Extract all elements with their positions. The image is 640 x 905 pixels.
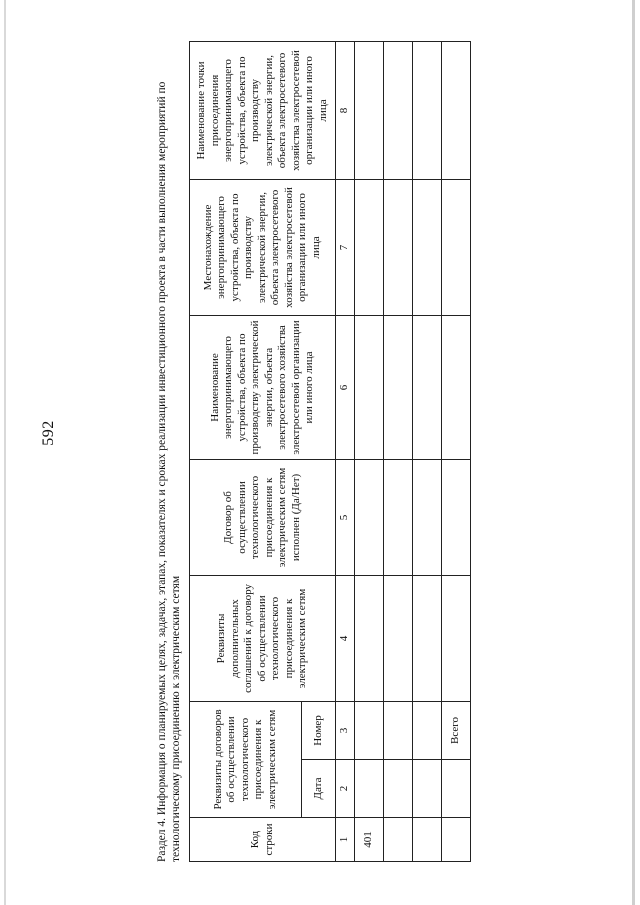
- total-cell: [442, 575, 471, 701]
- rotated-content: [155, 42, 485, 862]
- header-number: Номер: [302, 701, 336, 759]
- column-number: 1: [336, 818, 355, 862]
- total-cell-date: [442, 760, 471, 818]
- section-caption: Раздел 4. Информация о планируемых целях, задачах, этапах, показателях и сроках реализации инвестиционного проекта в части выполнения мероприятий по технологическому присоединению к электрическим сетям: [156, 81, 182, 862]
- table-cell: [413, 459, 442, 575]
- row-code: [413, 818, 442, 862]
- row-code: 401: [355, 818, 384, 862]
- header-device-name: Наименование энергопринимающего устройства, объекта по производству электрической энергии, объекта электросетевого хозяйства электросетевой организации или иного лица: [190, 315, 336, 459]
- table-cell: [355, 459, 384, 575]
- column-number: 4: [336, 575, 355, 701]
- table-row: [355, 41, 384, 861]
- table-cell: [384, 459, 413, 575]
- total-cell: [442, 179, 471, 315]
- table-cell: [355, 315, 384, 459]
- table-cell: [413, 575, 442, 701]
- scan-edge: [4, 0, 6, 905]
- table-cell: [384, 701, 413, 759]
- total-row-code: [442, 818, 471, 862]
- table-cell: [413, 315, 442, 459]
- header-supplementary-agreements: Реквизиты дополнительных соглашений к договору об осуществлении технологического присоединения к электрическим сетям: [190, 575, 336, 701]
- column-number: 7: [336, 179, 355, 315]
- table-cell: [355, 41, 384, 179]
- header-date: Дата: [302, 760, 336, 818]
- total-cell: [442, 315, 471, 459]
- table-row: [384, 41, 413, 861]
- total-cell: [442, 41, 471, 179]
- column-number: 6: [336, 315, 355, 459]
- table-cell: [355, 575, 384, 701]
- header-contract-requisites: Реквизиты договоров об осуществлении технологического присоединения к электрическим сетям: [190, 701, 302, 817]
- table-cell: [384, 41, 413, 179]
- table-cell: [355, 701, 384, 759]
- column-number: 3: [336, 701, 355, 759]
- tech-connection-table: [189, 41, 471, 862]
- table-cell: [384, 179, 413, 315]
- column-numbers-row: [336, 41, 355, 861]
- table-cell: [384, 575, 413, 701]
- header-code: Код строки: [190, 818, 336, 862]
- table-cell: [355, 760, 384, 818]
- table-cell: [355, 179, 384, 315]
- table-cell: [413, 760, 442, 818]
- total-label: Всего: [442, 701, 471, 759]
- table-cell: [384, 315, 413, 459]
- header-device-location: Местонахождение энергопринимающего устройства, объекта по производству электрической энергии, объекта электросетевого хозяйства электросетевой организации или иного лица: [190, 179, 336, 315]
- table-row: [413, 41, 442, 861]
- header-connection-point: Наименование точки присоединения энергопринимающего устройства, объекта по производству электрической энергии, объекта электросетевого хозяйства электросетевой организации или иного лица: [190, 41, 336, 179]
- column-number: 5: [336, 459, 355, 575]
- table-cell: [384, 760, 413, 818]
- page-number: 592: [39, 420, 57, 446]
- header-contract-fulfilled: Договор об осуществлении технологического присоединения к электрическим сетям исполнен (Да/Нет): [190, 459, 336, 575]
- table-cell: [413, 701, 442, 759]
- table-cell: [413, 179, 442, 315]
- table-cell: [413, 41, 442, 179]
- scan-edge-right: [632, 0, 635, 905]
- total-cell: [442, 459, 471, 575]
- column-number: 2: [336, 760, 355, 818]
- total-row: [442, 41, 471, 861]
- row-code: [384, 818, 413, 862]
- column-number: 8: [336, 41, 355, 179]
